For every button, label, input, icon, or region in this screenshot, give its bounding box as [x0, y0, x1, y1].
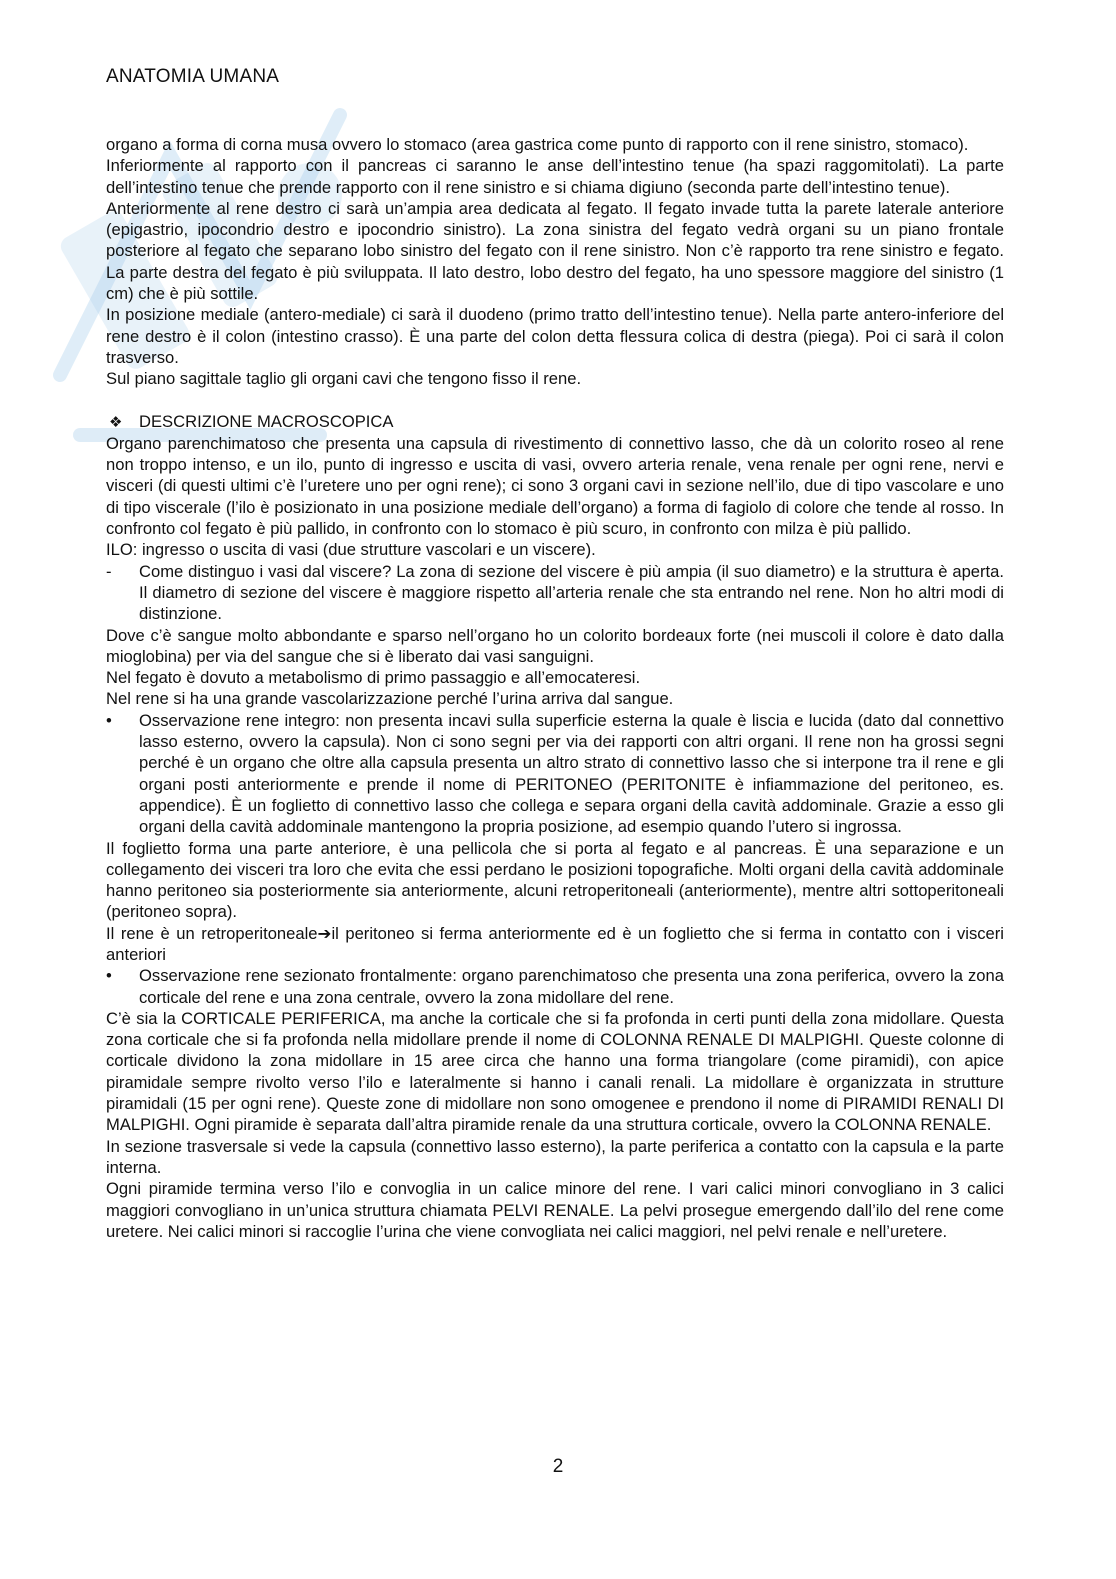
bullet-marker: •: [106, 710, 112, 730]
running-header: ANATOMIA UMANA: [106, 66, 280, 87]
paragraph: organo a forma di corna musa ovvero lo stomaco (area gastrica come punto di rapporto con il rene sinistro, stomaco).: [106, 135, 969, 154]
section-heading: [106, 411, 1004, 433]
paragraph: Inferiormente al rapporto con il pancreas ci saranno le anse dell’intestino tenue (ha spazi raggomitolati). La parte dell’intestino tenue che prende rapporto con il rene sinistro e si chiama digiuno (seconda parte dell’intestino tenue).: [106, 156, 1004, 197]
arrow-paragraph-end: il peritoneo si ferma anteriormente ed è un foglietto che si ferma in contatto con i visceri anteriori: [106, 923, 1004, 964]
bullet-list-item: [106, 965, 1004, 1008]
list-item-text: Come distinguo i vasi dal viscere? La zona di sezione del viscere è più ampia (il suo diametro) e la struttura è aperta. Il diametro di sezione del viscere è maggiore rispetto all’arteria renale che sta entrando nel rene. Non ho altri modi di distinzione.: [139, 561, 1004, 624]
section-title: DESCRIZIONE MACROSCOPICA: [139, 411, 394, 431]
paragraph: Nel rene si ha una grande vascolarizzazione perché l’urina arriva dal sangue.: [106, 689, 674, 709]
paragraph: C’è sia la CORTICALE PERIFERICA, ma anche la corticale che si fa profonda in certi punti della zona midollare. Questa zona corticale che si fa profonda nella midollare prende il nome di COLONNA RENALE DI MALPIGHI. Queste colonne di corticale dividono la zona midollare in 15 aree circa che hanno una forma triangolare (come piramidi), con apice piramidale sempre rivolto verso l’ilo e lateralmente si hanno i canali renali. La midollare è organizzata in strutture piramidali (15 per ogni rene). Queste zone di midollare non sono omogenee e prendono il nome di PIRAMIDI RENALI DI MALPIGHI. Ogni piramide è separata dall’altra piramide renale da una struttura corticale, ovvero la COLONNA RENALE.: [106, 1008, 1004, 1135]
paragraph: Dove c’è sangue molto abbondante e sparso nell’organo ho un colorito bordeaux forte (nei muscoli il colore è dato dalla mioglobina) per via del sangue che si è liberato dai vasi sanguigni.: [106, 625, 1004, 666]
dash-list-item: [106, 561, 1004, 625]
list-item-text: Osservazione rene integro: non presenta incavi sulla superficie esterna la quale è liscia e lucida (dato dal connettivo lasso esterno, ovvero la capsula). Non ci sono segni per via dei rapporti con altri organi. Il rene non ha grossi segni perché è un organo che oltre alla capsula presenta un altro strato di connettivo lasso che si interpone tra il rene e gli organi posti anteriormente e prende il nome di PERITONEO (PERITONITE è infiammazione del peritoneo, es. appendice). È un foglietto di connettivo lasso che collega e separa organi della cavità addominale. Grazie a esso gli organi della cavità addominale mantengono la propria posizione, ad esempio quando l’utero si ingrossa.: [139, 710, 1004, 837]
paragraph: ILO: ingresso o uscita di vasi (due strutture vascolari e un viscere).: [106, 540, 596, 560]
paragraph: Nel fegato è dovuto a metabolismo di primo passaggio e all’emocateresi.: [106, 668, 641, 688]
arrow-right-icon: ➔: [317, 923, 332, 943]
paragraph: In posizione mediale (antero-mediale) ci sarà il duodeno (primo tratto dell’intestino tenue). Nella parte antero-inferiore del rene destro è il colon (intestino crasso). È una parte del colon detta flessura colica di destra (piega). Poi ci sarà il colon trasverso.: [106, 305, 1004, 367]
paragraph: In sezione trasversale si vede la capsula (connettivo lasso esterno), la parte periferica a contatto con la capsula e la parte interna.: [106, 1136, 1004, 1177]
dash-marker: -: [106, 561, 112, 581]
bullet-marker: •: [106, 966, 112, 986]
document-body: [106, 134, 1004, 1242]
paragraph: Ogni piramide termina verso l’ilo e convoglia in un calice minore del rene. I vari calici minori convogliano in 3 calici maggiori convogliano in un’unica struttura chiamata PELVI RENALE. La pelvi prosegue emergendo dall’ilo del rene come uretere. Nei calici minori si raccoglie l’urina che viene convogliata nei calici maggiori, nel pelvi renale e nell’uretere.: [106, 1179, 1004, 1241]
bullet-list-item: [106, 710, 1004, 838]
arrow-paragraph-start: Il rene è un retroperitoneale: [106, 923, 318, 943]
paragraph: Il foglietto forma una parte anteriore, è una pellicola che si porta al fegato e al pancreas. È una separazione e un collegamento dei visceri tra loro che evita che essi perdano le posizioni topografiche. Molti organi della cavità addominale hanno peritoneo sia posteriormente sia anteriormente, alcuni retroperitoneali (anteriormente), mentre altri sottoperitoneali (peritoneo sopra).: [106, 838, 1004, 922]
list-item-text: Osservazione rene sezionato frontalmente: organo parenchimatoso che presenta una zona periferica, ovvero la zona corticale del rene e una zona centrale, ovvero la zona midollare del rene.: [139, 966, 1004, 1007]
paragraph: Anteriormente al rene destro ci sarà un’ampia area dedicata al fegato. Il fegato invade tutta la parete laterale anteriore (epigastrio, ipocondrio destro e ipocondrio sinistro). La zona sinistra del fegato vedrà organi su un piano frontale posteriore al fegato che separano lobo sinistro del fegato con il rene sinistro. Non c’è rapporto tra rene sinistro e fegato. La parte destra del fegato è più sviluppata. Il lato destro, lobo destro del fegato, ha uno spessore maggiore del sinistro (1 cm) che è più sottile.: [106, 198, 1004, 304]
paragraph-with-arrow: [106, 923, 1004, 966]
paragraph: Sul piano sagittale taglio gli organi cavi che tengono fisso il rene.: [106, 369, 582, 389]
page-number: 2: [552, 1456, 564, 1477]
diamond-bullet-icon: ❖: [109, 413, 123, 431]
paragraph: Organo parenchimatoso che presenta una capsula di rivestimento di connettivo lasso, che dà un colorito roseo al rene non troppo intenso, e un ilo, punto di ingresso e uscita di vasi, ovvero arteria renale, vena renale per ogni rene, nervi e visceri (di questi ultimi c’è l’uretere uno per ogni rene); ci sono 3 organi cavi in sezione nell’ilo, due di tipo vascolare e uno di tipo viscerale (l’ilo è posizionato in una posizione mediale dell’organo) a forma di fagiolo di colore che tende al rosso. In confronto col fegato è più pallido, in confronto con lo stomaco è più scuro, in confronto con milza è più pallido.: [106, 433, 1004, 539]
